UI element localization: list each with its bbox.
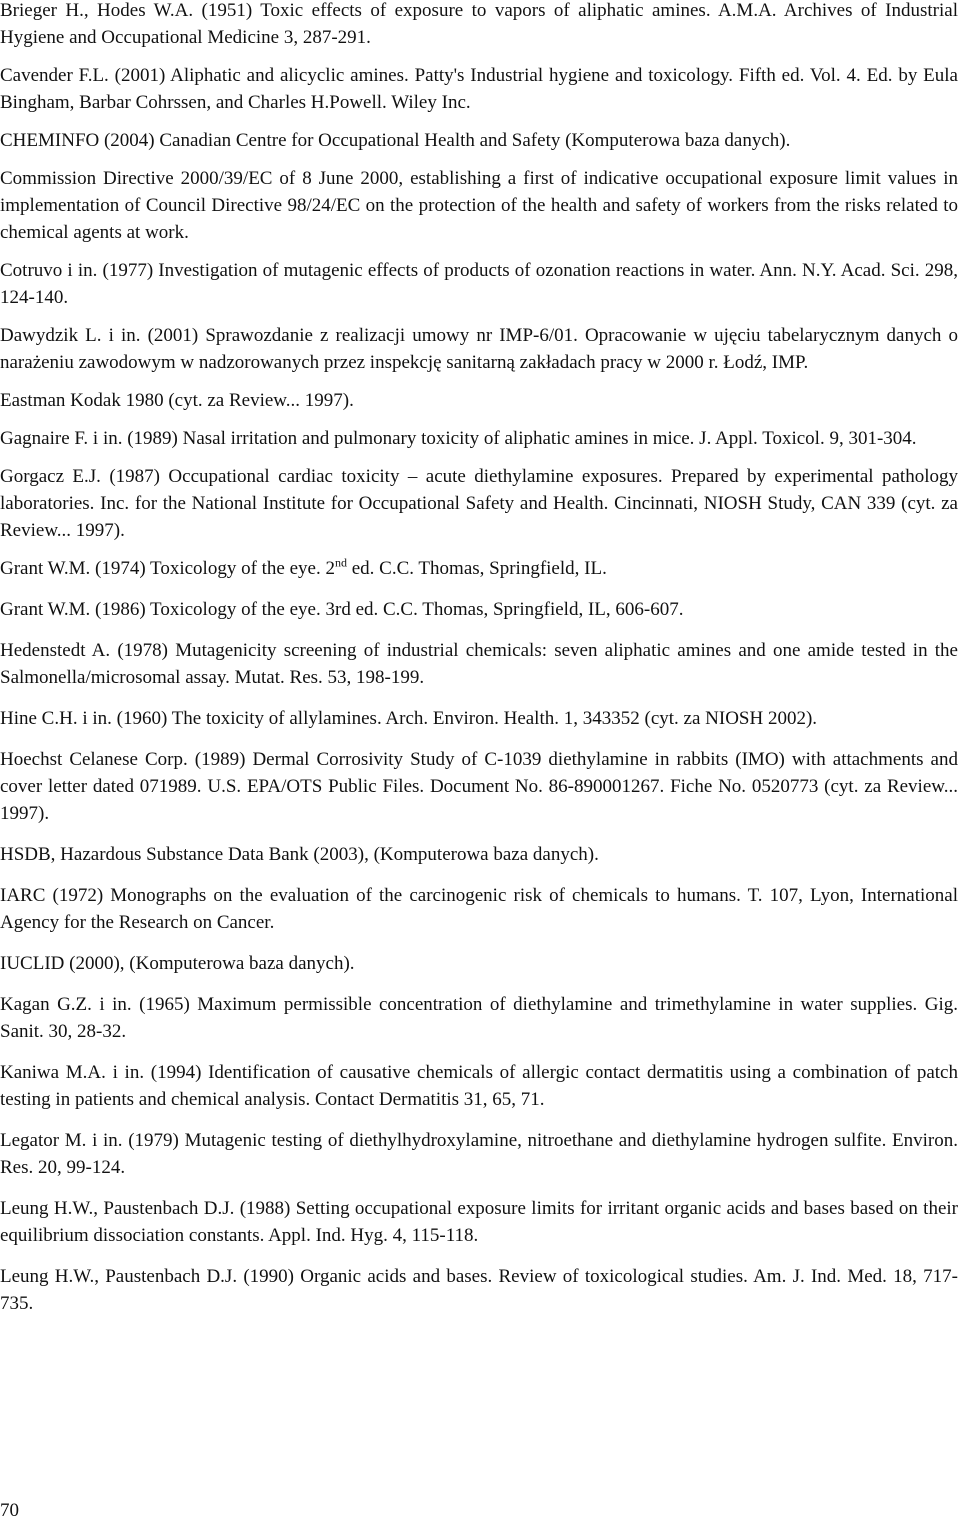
reference-entry: IUCLID (2000), (Komputerowa baza danych). <box>0 953 355 974</box>
reference-entry: IARC (1972) Monographs on the evaluation of the carcinogenic risk of chemicals to humans. T. 107, Lyon, International Agency for the Research on Cancer. <box>0 885 958 933</box>
reference-entry: Kagan G.Z. i in. (1965) Maximum permissible concentration of diethylamine and trimethylamine in water supplies. Gig. Sanit. 30, 28-32. <box>0 994 958 1042</box>
reference-entry <box>0 555 958 582</box>
page-number: 70 <box>0 1500 19 1521</box>
reference-entry: Hoechst Celanese Corp. (1989) Dermal Corrosivity Study of C-1039 diethylamine in rabbits (IMO) with attachments and cover letter dated 071989. U.S. EPA/OTS Public Files. Document No. 86-890001267. Fiche No. 0520773 (cyt. za Review... 1997). <box>0 749 958 824</box>
reference-entry: Cotruvo i in. (1977) Investigation of mutagenic effects of products of ozonation reactions in water. Ann. N.Y. Acad. Sci. 298, 124-140. <box>0 260 958 308</box>
reference-entry: CHEMINFO (2004) Canadian Centre for Occupational Health and Safety (Komputerowa baza danych). <box>0 130 791 151</box>
reference-entry: HSDB, Hazardous Substance Data Bank (2003), (Komputerowa baza danych). <box>0 844 599 865</box>
ordinal-superscript: nd <box>335 555 347 570</box>
reference-entry: Hine C.H. i in. (1960) The toxicity of allylamines. Arch. Environ. Health. 1, 343352 (cyt. za NIOSH 2002). <box>0 708 818 729</box>
reference-entry: Dawydzik L. i in. (2001) Sprawozdanie z realizacji umowy nr IMP-6/01. Opracowanie w ujęciu tabelarycznym danych o narażeniu zawodowym w nadzorowanych przez inspekcję sanitarną zakładach pracy w 2000 r. Łodź, IMP. <box>0 325 958 373</box>
reference-entry: Gagnaire F. i in. (1989) Nasal irritation and pulmonary toxicity of aliphatic amines in mice. J. Appl. Toxicol. 9, 301-304. <box>0 428 917 449</box>
reference-entry: Commission Directive 2000/39/EC of 8 June 2000, establishing a first of indicative occupational exposure limit values in implementation of Council Directive 98/24/EC on the protection of the health and safety of workers from the risks related to chemical agents at work. <box>0 168 958 243</box>
reference-text: ed. C.C. Thomas, Springfield, IL. <box>347 558 607 579</box>
reference-entry: Legator M. i in. (1979) Mutagenic testing of diethylhydroxylamine, nitroethane and diethylamine hydrogen sulfite. Environ. Res. 20, 99-124. <box>0 1130 958 1178</box>
reference-entry: Leung H.W., Paustenbach D.J. (1990) Organic acids and bases. Review of toxicological studies. Am. J. Ind. Med. 18, 717-735. <box>0 1266 958 1314</box>
reference-entry: Hedenstedt A. (1978) Mutagenicity screening of industrial chemicals: seven aliphatic amines and one amide tested in the Salmonella/microsomal assay. Mutat. Res. 53, 198-199. <box>0 640 958 688</box>
reference-entry: Kaniwa M.A. i in. (1994) Identification of causative chemicals of allergic contact dermatitis using a combination of patch testing in patients and chemical analysis. Contact Dermatitis 31, 65, 71. <box>0 1062 958 1110</box>
reference-text: Grant W.M. (1974) Toxicology of the eye. 2 <box>0 558 335 579</box>
reference-entry: Brieger H., Hodes W.A. (1951) Toxic effects of exposure to vapors of aliphatic amines. A.M.A. Archives of Industrial Hygiene and Occupational Medicine 3, 287-291. <box>0 0 958 48</box>
reference-entry: Eastman Kodak 1980 (cyt. za Review... 1997). <box>0 390 354 411</box>
reference-entry: Gorgacz E.J. (1987) Occupational cardiac toxicity – acute diethylamine exposures. Prepared by experimental pathology laboratories. Inc. for the National Institute for Occupational Safety and Health. Cincinnati, NIOSH Study, CAN 339 (cyt. za Review... 1997). <box>0 466 958 541</box>
reference-entry: Leung H.W., Paustenbach D.J. (1988) Setting occupational exposure limits for irritant organic acids and bases based on their equilibrium dissociation constants. Appl. Ind. Hyg. 4, 115-118. <box>0 1198 958 1246</box>
reference-entry: Grant W.M. (1986) Toxicology of the eye. 3rd ed. C.C. Thomas, Springfield, IL, 606-607. <box>0 599 684 620</box>
reference-entry: Cavender F.L. (2001) Aliphatic and alicyclic amines. Patty's Industrial hygiene and toxicology. Fifth ed. Vol. 4. Ed. by Eula Bingham, Barbar Cohrssen, and Charles H.Powell. Wiley Inc. <box>0 65 958 113</box>
